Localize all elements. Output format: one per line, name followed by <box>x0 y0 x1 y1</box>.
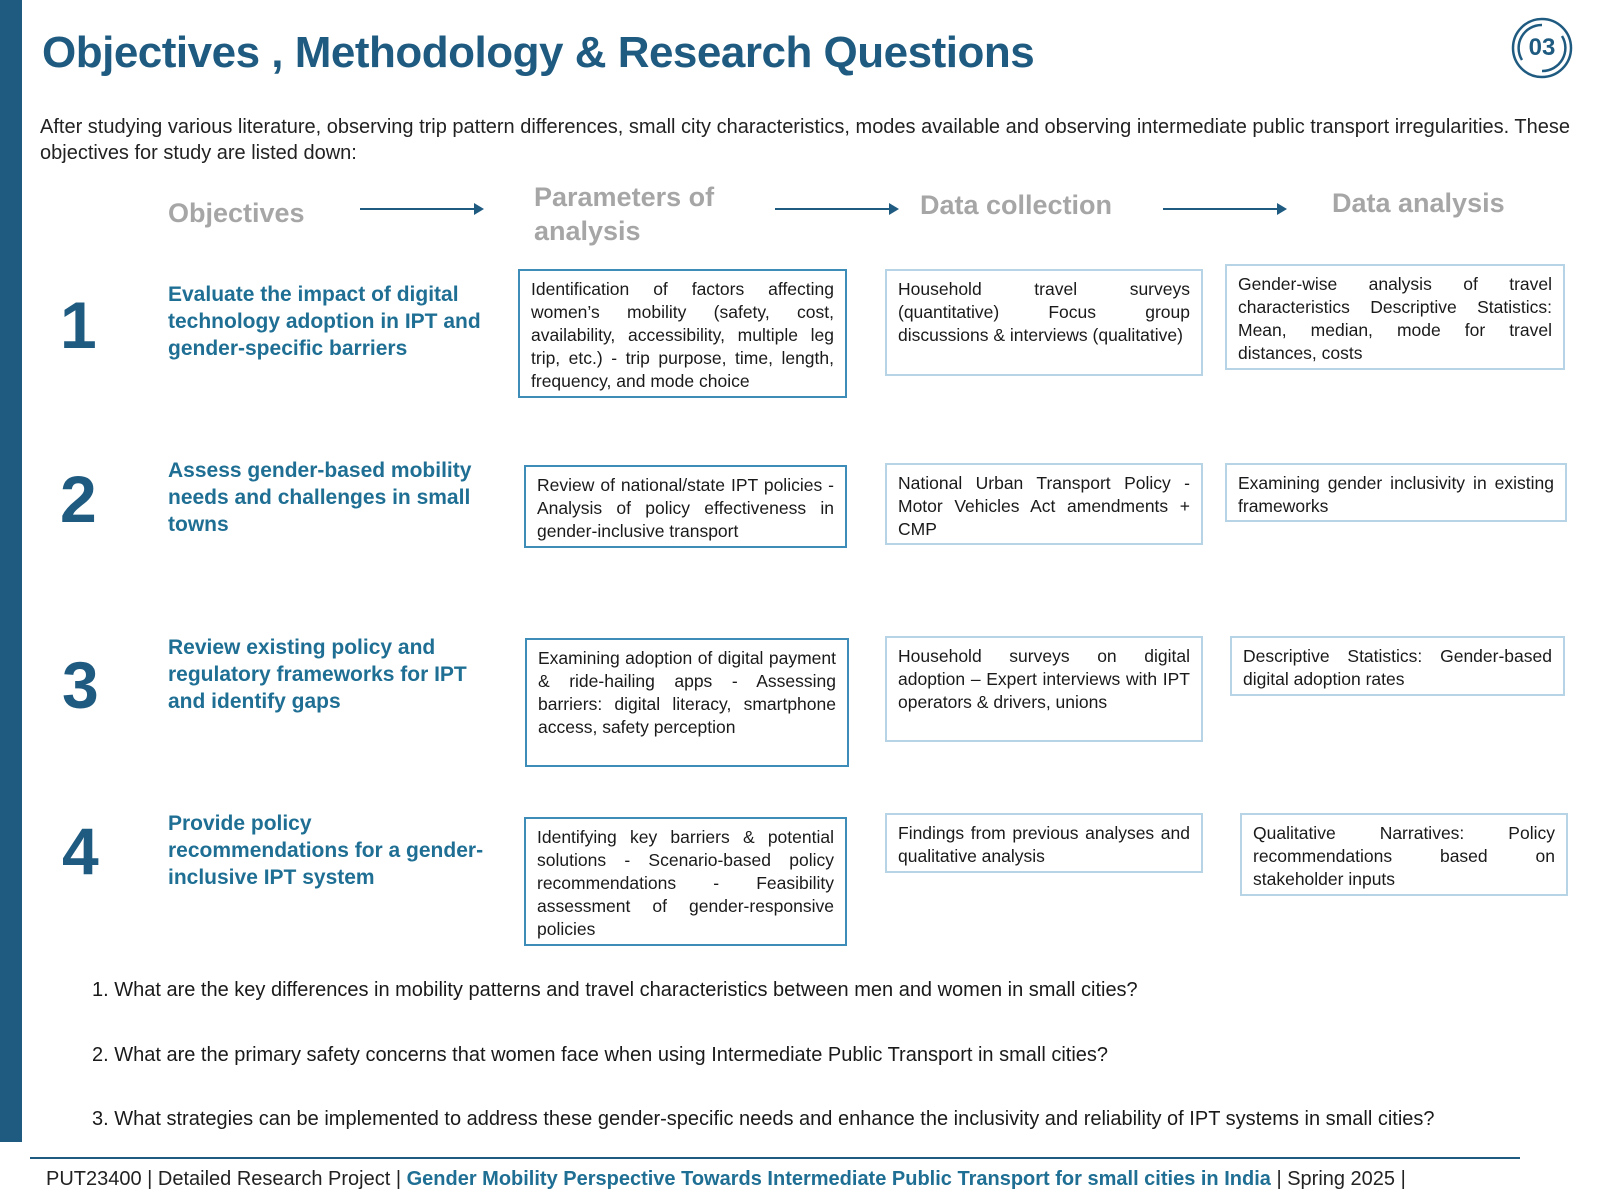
page-title: Objectives , Methodology & Research Questions <box>42 28 1035 77</box>
row-number-3: 3 <box>62 648 99 722</box>
data-collection-box-4: Findings from previous analyses and qualitative analysis <box>885 813 1203 873</box>
footer-term: | Spring 2025 | <box>1276 1168 1406 1190</box>
row-number-4: 4 <box>62 814 99 888</box>
footer <box>46 1168 1406 1191</box>
row-number-1: 1 <box>60 288 97 362</box>
objective-4: Provide policy recommendations for a gender-inclusive IPT system <box>168 812 484 889</box>
data-collection-box-2: National Urban Transport Policy - Motor Vehicles Act amendments + CMP <box>885 463 1203 545</box>
data-analysis-box-3: Descriptive Statistics: Gender-based digital adoption rates <box>1230 636 1565 696</box>
header-data-analysis: Data analysis <box>1332 188 1505 218</box>
row-number-2: 2 <box>60 462 97 536</box>
arrow-right-icon <box>1163 208 1285 210</box>
footer-project-title: Gender Mobility Perspective Towards Intermediate Public Transport for small cities in India <box>406 1168 1271 1190</box>
research-question-1: 1. What are the key differences in mobility patterns and travel characteristics between men and women in small cities? <box>92 979 1138 1001</box>
data-analysis-box-4: Qualitative Narratives: Policy recommendations based on stakeholder inputs <box>1240 813 1568 896</box>
footer-divider <box>30 1157 1520 1159</box>
parameters-box-4: Identifying key barriers & potential solutions - Scenario-based policy recommendations - Feasibility assessment of gender-responsive policies <box>524 817 847 946</box>
parameters-box-2: Review of national/state IPT policies - Analysis of policy effectiveness in gender-inclusive transport <box>524 465 847 548</box>
left-accent-bar <box>0 0 22 1142</box>
intro-text: After studying various literature, observing trip pattern differences, small city characteristics, modes available and observing intermediate public transport irregularities. These objectives for study are listed down: <box>40 116 1570 164</box>
research-question-3: 3. What strategies can be implemented to address these gender-specific needs and enhance the inclusivity and reliability of IPT systems in small cities? <box>92 1108 1435 1130</box>
page-number: 03 <box>1528 34 1556 61</box>
page-number-badge <box>1510 16 1574 80</box>
data-collection-box-3: Household surveys on digital adoption – Expert interviews with IPT operators & drivers, unions <box>885 636 1203 742</box>
objective-1: Evaluate the impact of digital technology adoption in IPT and gender-specific barriers <box>168 283 481 360</box>
footer-course: PUT23400 | Detailed Research Project | <box>46 1168 402 1190</box>
header-data-collection: Data collection <box>920 190 1113 220</box>
header-objectives: Objectives <box>168 198 305 228</box>
data-analysis-box-2: Examining gender inclusivity in existing frameworks <box>1225 463 1567 522</box>
arrow-right-icon <box>775 208 897 210</box>
data-collection-box-1: Household travel surveys (quantitative) Focus group discussions & interviews (qualitative) <box>885 269 1203 376</box>
parameters-box-1: Identification of factors affecting women’s mobility (safety, cost, availability, accessibility, multiple leg trip, etc.) - trip purpose, time, length, frequency, and mode choice <box>518 269 847 398</box>
research-question-2: 2. What are the primary safety concerns that women face when using Intermediate Public Transport in small cities? <box>92 1044 1109 1066</box>
parameters-box-3: Examining adoption of digital payment & ride-hailing apps - Assessing barriers: digital literacy, smartphone access, safety perception <box>525 638 849 767</box>
arrow-right-icon <box>360 208 482 210</box>
data-analysis-box-1: Gender-wise analysis of travel characteristics Descriptive Statistics: Mean, median, mode for travel distances, costs <box>1225 264 1565 370</box>
header-parameters: Parameters of analysis <box>534 182 715 246</box>
objective-2: Assess gender-based mobility needs and challenges in small towns <box>168 459 472 536</box>
objective-3: Review existing policy and regulatory frameworks for IPT and identify gaps <box>168 636 467 713</box>
